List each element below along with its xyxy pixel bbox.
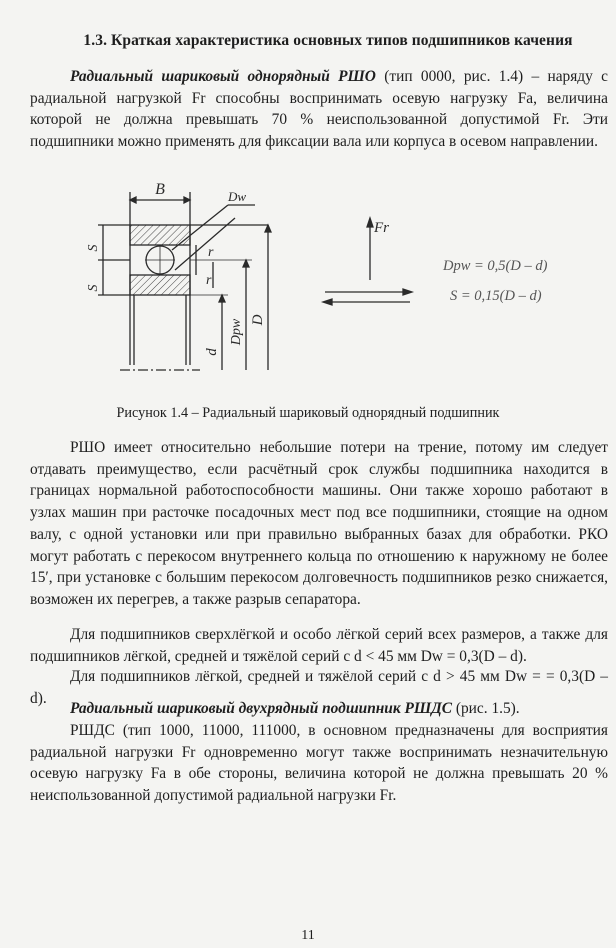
double-row-heading — [30, 698, 608, 720]
label-fr: Fr — [374, 220, 389, 236]
intro-title: Радиальный шариковый однорядный РШО — [70, 68, 376, 85]
label-r-1: r — [208, 245, 214, 260]
section-title: 1.3. Краткая характеристика основных типов подшипников качения — [83, 32, 573, 49]
label-d-outer: D — [250, 314, 266, 326]
label-d: d — [204, 348, 220, 356]
page-number: 11 — [301, 928, 315, 943]
inner-ring-top — [130, 275, 190, 295]
double-row-title: Радиальный шариковый двухрядный подшипник РШДС — [70, 700, 453, 717]
bearing-figure — [0, 180, 616, 400]
intro-paragraph — [30, 66, 608, 153]
label-dpw: Dpw — [229, 318, 244, 346]
formula-s: S = 0,15(D – d) — [450, 288, 542, 304]
label-s-bottom: S — [86, 284, 101, 292]
paragraph-1: РШО имеет относительно небольшие потери на трение, потому им следует отдавать преимущество, если расчётный срок службы подшипника находится в границах нормальной работоспособности машины. Они также хорошо работают в узлах машин при расточке посадочных мест под все подшипники, стоящие на одном валу, с одной установки или при правильно выбранных базах для обработки. РКО могут работать с перекосом внутреннего кольца по отношению к наружному не более 15′, при установке с большим перекосом долговечность подшипников резко снижается, возможен их перегрев, а также разрыв сепаратора. — [30, 439, 608, 608]
label-r-2: r — [206, 273, 212, 288]
label-s-top: S — [86, 244, 101, 252]
intro-text: (тип 0000, рис. 1.4) – наряду с радиальной нагрузкой Fr способны воспринимать осевую нагрузку Fa, величина которой не должна превышать 70 % неиспользованной допустимой Fr. Эти подшипники можно применять для фиксации вала или корпуса в осевом направлении. — [30, 68, 608, 151]
paragraph-3: Для подшипников лёгкой, средней и тяжёлой серий с d > 45 мм Dw = = 0,3(D – d). — [30, 668, 608, 707]
figure-caption: Рисунок 1.4 – Радиальный шариковый однорядный подшипник — [116, 405, 500, 421]
paragraph-2: Для подшипников сверхлёгкой и особо лёгкой серий всех размеров, а также для подшипников лёгкой, средней и тяжёлой серий с d < 45 мм Dw = 0,3(D – d). — [30, 626, 608, 665]
label-dw: Dw — [228, 189, 247, 204]
paragraph-4: РШДС (тип 1000, 11000, 111000, в основном предназначены для восприятия радиальной нагрузки Fr одновременно могут также воспринимать незначительную осевую нагрузку Fa в обе стороны, величина которой не должна превышать 20 % неиспользованной допустимой радиальной нагрузки Fr. — [30, 722, 608, 805]
label-b: B — [155, 181, 165, 198]
formula-dpw: Dpw = 0,5(D – d) — [443, 258, 548, 274]
double-row-suffix: (рис. 1.5). — [452, 700, 520, 717]
